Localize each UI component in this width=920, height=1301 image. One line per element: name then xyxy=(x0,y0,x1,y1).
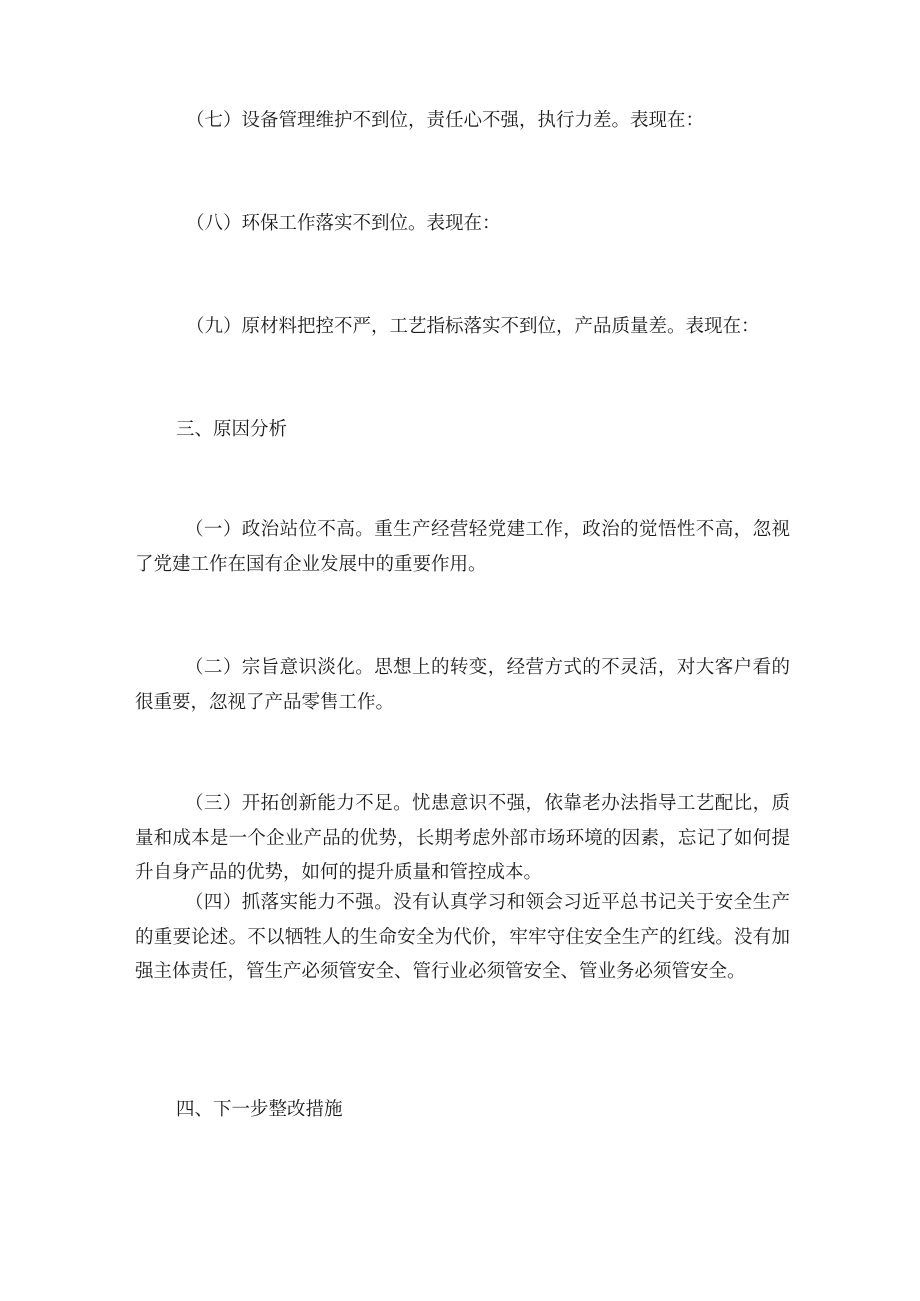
paragraph-cause-one: （一）政治站位不高。重生产经营轻党建工作，政治的觉悟性不高，忽视了党建工作在国有企业发展中的重要作用。 xyxy=(135,519,790,575)
paragraph-cause-two: （二）宗旨意识淡化。思想上的转变，经营方式的不灵活，对大客户看的很重要，忽视了产品零售工作。 xyxy=(135,657,790,713)
item-nine: （九）原材料把控不严，工艺指标落实不到位，产品质量差。表现在： xyxy=(186,316,760,337)
item-eight: （八）环保工作落实不到位。表现在： xyxy=(186,213,501,234)
item-seven: （七）设备管理维护不到位，责任心不强，执行力差。表现在： xyxy=(186,110,705,131)
paragraph-cause-four: （四）抓落实能力不强。没有认真学习和领会习近平总书记关于安全生产的重要论述。不以牺牲人的生命安全为代价，牢牢守住安全生产的红线。没有加强主体责任，管生产必须管安全、管行业必须管安全、管业务必须管安全。 xyxy=(135,892,790,982)
section-heading-cause-analysis: 三、原因分析 xyxy=(176,419,288,440)
paragraph-cause-three: （三）开拓创新能力不足。忧患意识不强，依靠老办法指导工艺配比，质量和成本是一个企业产品的优势，长期考虑外部市场环境的因素，忘记了如何提升自身产品的优势，如何的提升质量和管控成本。 xyxy=(135,793,790,883)
section-heading-rectification: 四、下一步整改措施 xyxy=(176,1099,343,1120)
